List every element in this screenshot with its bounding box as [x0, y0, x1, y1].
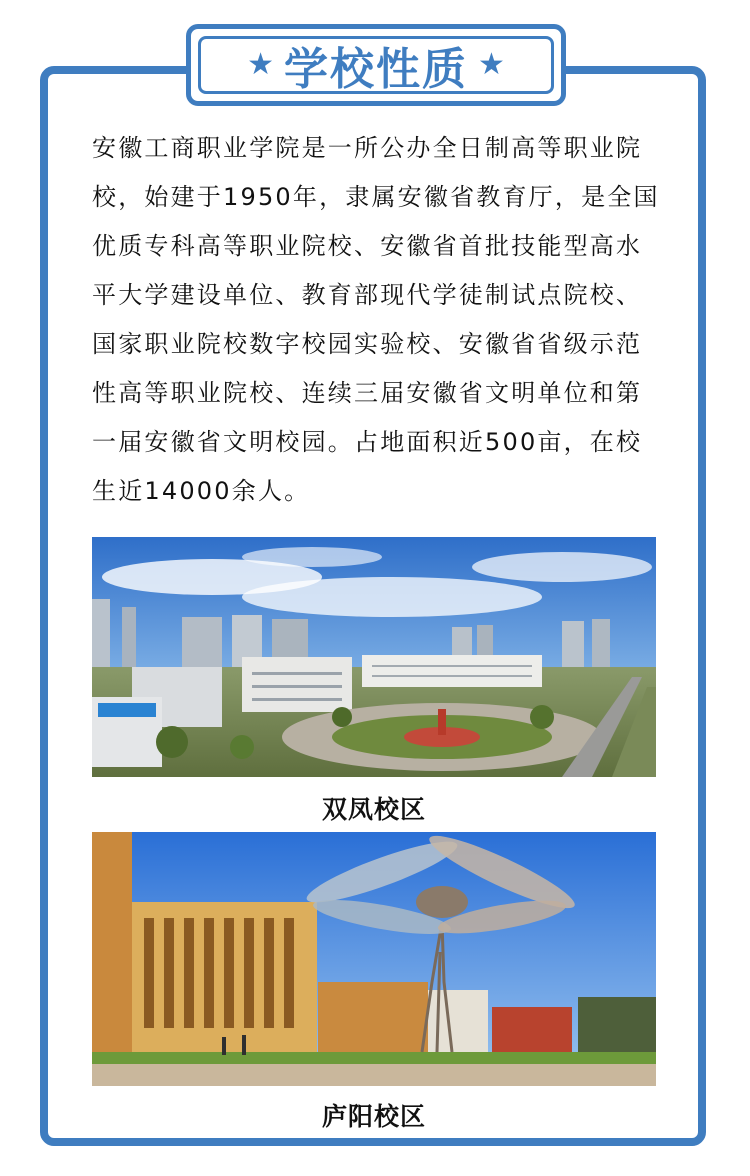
intro-paragraph: 安徽工商职业学院是一所公办全日制高等职业院校，始建于1950年，隶属安徽省教育厅，是全国优质专科高等职业院校、安徽省首批技能型高水平大学建设单位、教育部现代学徒制试点院校、国家职业院校数字校园实验校、安徽省省级示范性高等职业院校、连续三届安徽省文明单位和第一届安徽省文明校园。占地面积近500亩，在校生近14000余人。 — [92, 134, 660, 505]
campus-photo-luyang — [92, 832, 656, 1086]
campus-photo-shuangfeng — [92, 537, 656, 777]
star-right-icon: ★ — [478, 47, 505, 82]
star-left-icon: ★ — [247, 47, 274, 82]
title-banner — [186, 24, 566, 106]
campus-caption-luyang: 庐阳校区 — [321, 1102, 426, 1131]
title-banner-inner — [198, 36, 554, 94]
page-title: 学校性质 — [284, 44, 468, 95]
campus-caption-shuangfeng: 双凤校区 — [321, 795, 426, 824]
